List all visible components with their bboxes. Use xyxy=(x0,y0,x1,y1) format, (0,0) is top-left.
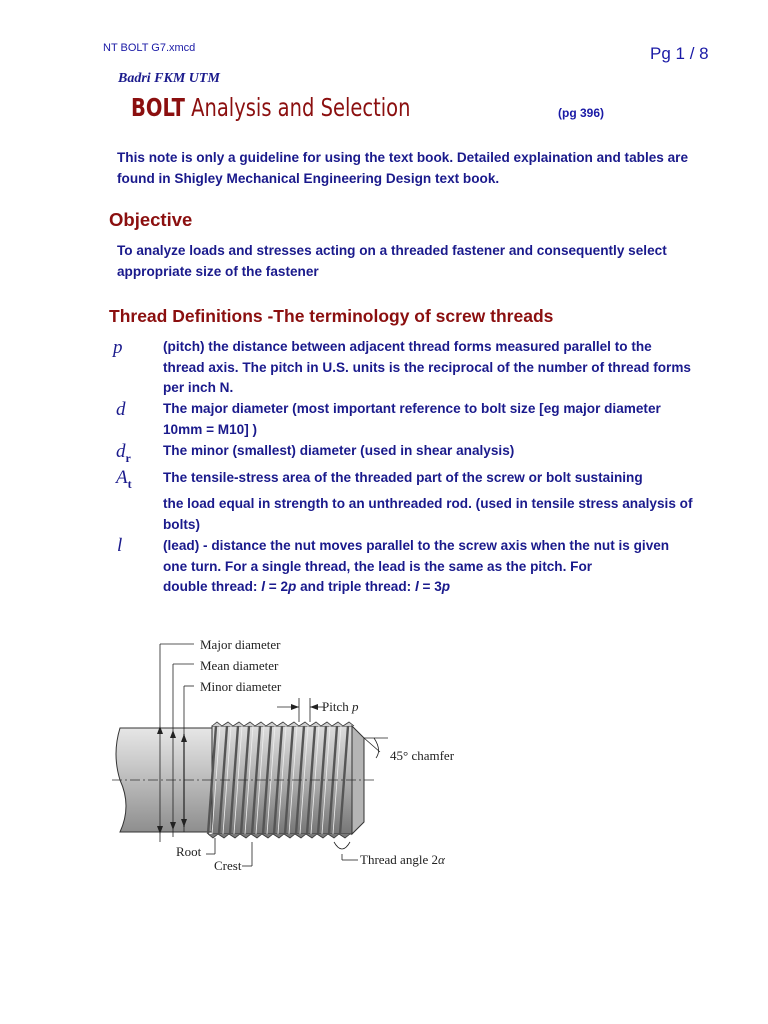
label-mean-diameter: Mean diameter xyxy=(200,658,279,673)
label-pitch: Pitch p xyxy=(322,699,359,714)
title-rest: Analysis and Selection xyxy=(184,93,411,122)
definition-major-diameter: The major diameter (most important reference to bolt size [eg major diameter 10mm = M10] ) xyxy=(163,401,661,437)
objective-heading: Objective xyxy=(109,209,193,230)
label-thread-angle: Thread angle 2α xyxy=(360,852,445,867)
screw-thread-diagram xyxy=(112,632,492,882)
symbol-d: d xyxy=(116,399,126,420)
file-name: NT BOLT G7.xmcd xyxy=(103,42,196,54)
label-crest: Crest xyxy=(214,858,242,873)
page-number: Pg 1 / 8 xyxy=(650,44,709,63)
symbol-p: p xyxy=(113,337,123,358)
definition-minor-diameter: The minor (smallest) diameter (used in shear analysis) xyxy=(163,443,515,458)
label-root: Root xyxy=(176,844,202,859)
title-bold: BOLT xyxy=(131,93,185,122)
intro-paragraph: This note is only a guideline for using the text book. Detailed explaination and tables are found in Shigley Mechanical Engineering Design text book. xyxy=(117,150,689,186)
definition-tensile-area-line1: The tensile-stress area of the threaded part of the screw or bolt sustaining xyxy=(163,470,643,485)
lead-formula: double thread: l = 2p and triple thread: l = 3p xyxy=(163,579,451,594)
symbol-at: $A_t$ xyxy=(116,467,132,491)
label-minor-diameter: Minor diameter xyxy=(200,679,282,694)
page-title xyxy=(131,93,410,122)
definition-lead-text: (lead) - distance the nut moves parallel to the screw axis when the nut is given one turn. For a single thread, the lead is the same as the pitch. For xyxy=(163,538,670,574)
label-major-diameter: Major diameter xyxy=(200,637,281,652)
definition-tensile-area-rest: the load equal in strength to an unthreaded rod. (used in tensile stress analysis of bolts) xyxy=(163,496,693,532)
objective-text: To analyze loads and stresses acting on a threaded fastener and consequently select appropriate size of the fastener xyxy=(117,243,667,279)
page-reference: (pg 396) xyxy=(558,106,605,120)
definition-pitch: (pitch) the distance between adjacent thread forms measured parallel to the thread axis. The pitch in U.S. units is the reciprocal of the number of thread forms per inch N. xyxy=(163,339,691,395)
label-chamfer: 45° chamfer xyxy=(390,748,455,763)
definition-lead xyxy=(163,536,693,598)
symbol-l: l xyxy=(117,535,123,556)
author: Badri FKM UTM xyxy=(118,71,220,86)
thread-definitions-heading: Thread Definitions -The terminology of screw threads xyxy=(109,306,554,326)
symbol-dr: $d_r$ xyxy=(116,441,131,465)
